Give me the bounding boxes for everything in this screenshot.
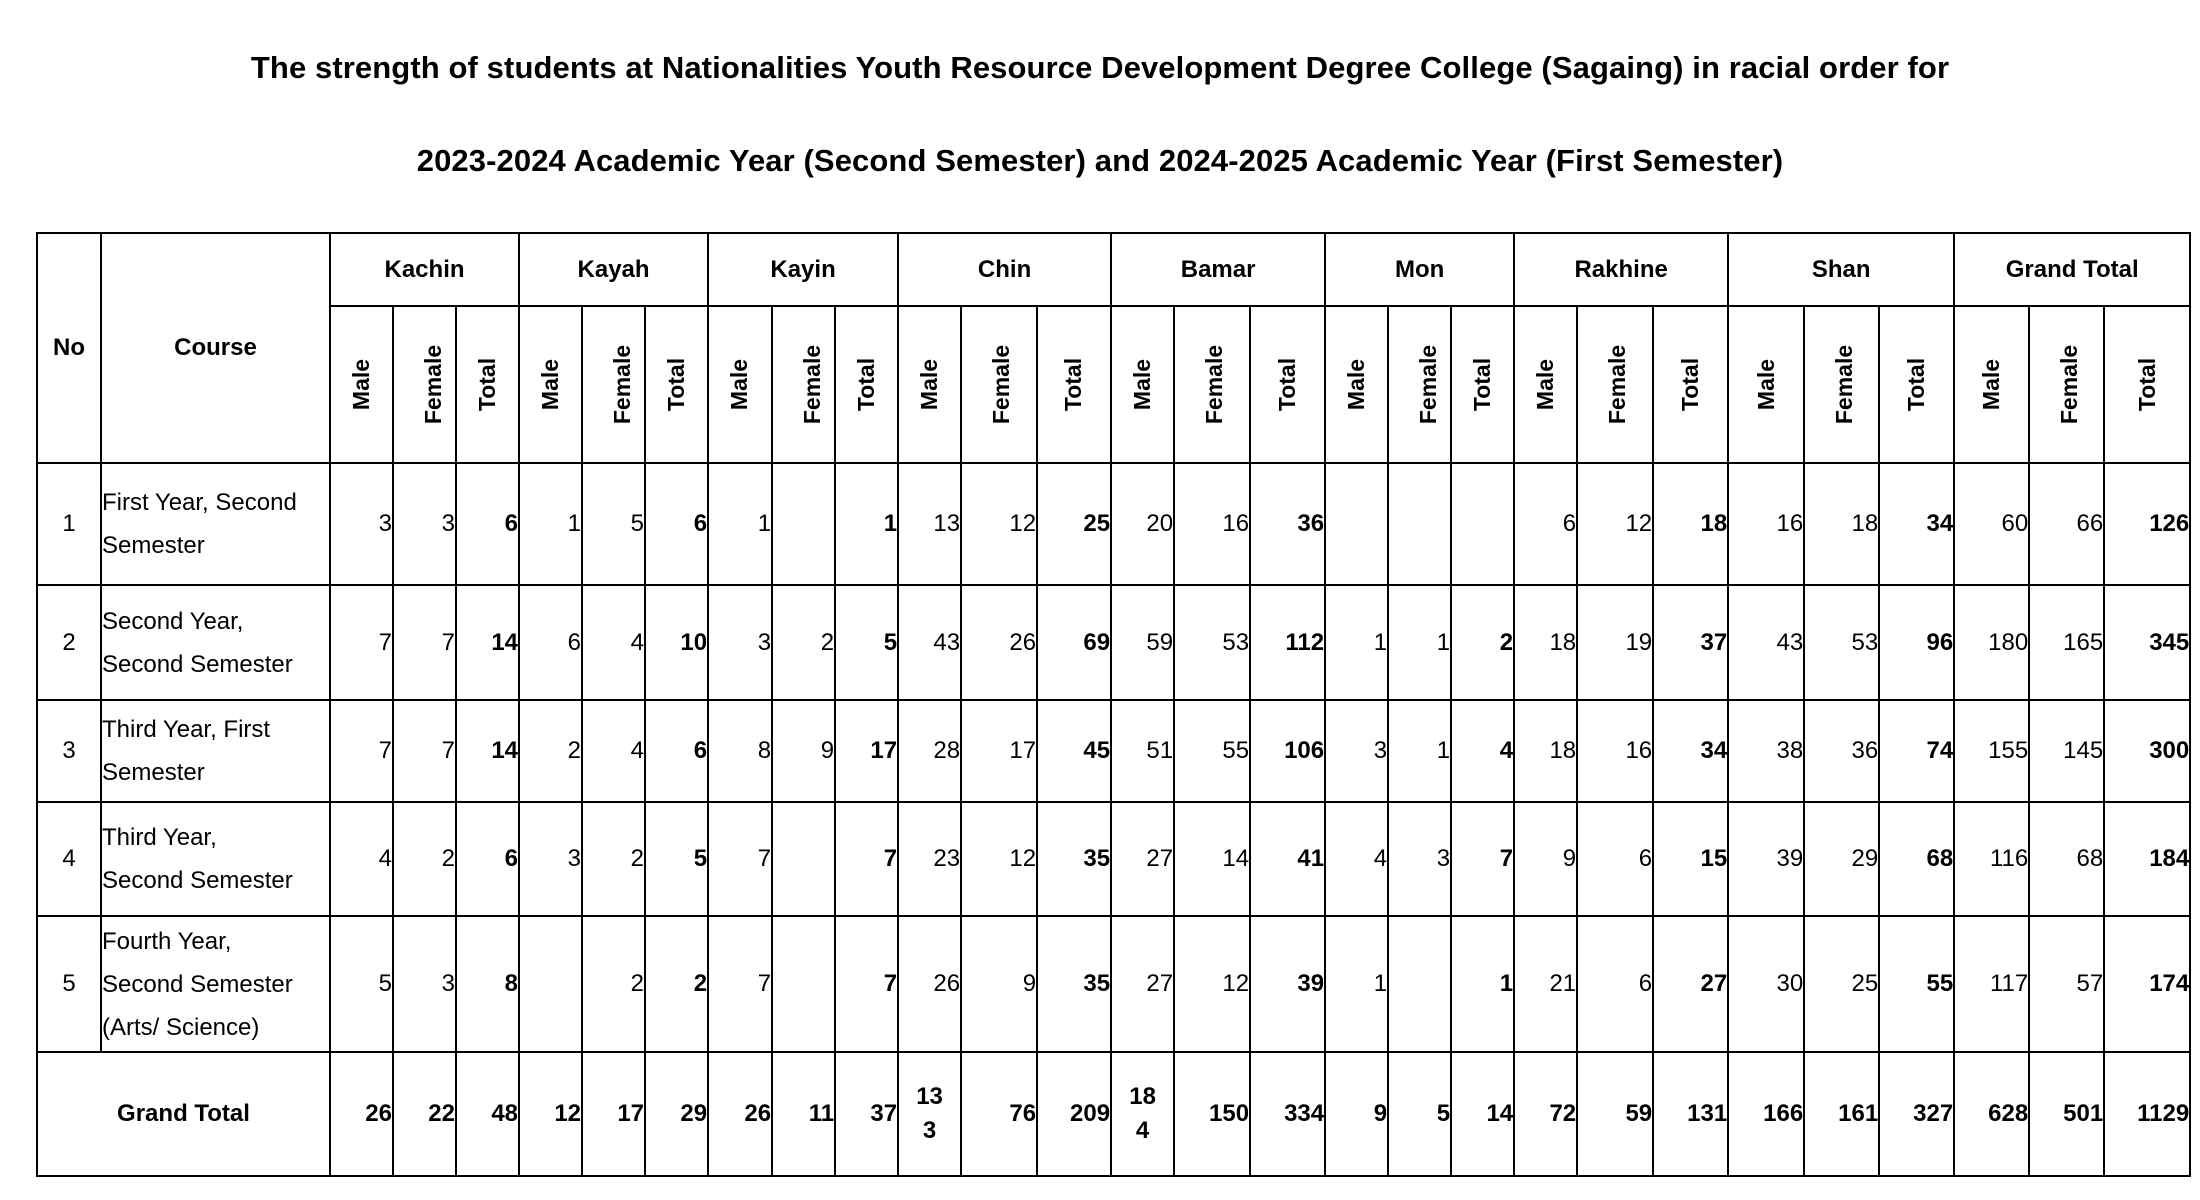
table-cell: 14 xyxy=(1451,1052,1514,1176)
table-cell: 3 xyxy=(708,585,772,700)
header-sub-label: Total xyxy=(1274,357,1301,411)
header-group-grand-total: Grand Total xyxy=(1954,233,2190,306)
header-sub-label: Female xyxy=(1831,344,1858,424)
table-cell: 17 xyxy=(582,1052,645,1176)
table-cell: 35 xyxy=(1037,802,1111,916)
table-cell: 2 xyxy=(582,916,645,1052)
table-cell xyxy=(1325,463,1388,585)
table-cell: 4 xyxy=(1325,802,1388,916)
header-shan-male xyxy=(1728,306,1804,463)
table-cell: 26 xyxy=(961,585,1037,700)
table-cell: 5 xyxy=(582,463,645,585)
table-cell xyxy=(772,802,835,916)
table-cell: 9 xyxy=(961,916,1037,1052)
table-cell: 161 xyxy=(1804,1052,1879,1176)
table-cell: 6 xyxy=(645,700,708,802)
header-group-bamar: Bamar xyxy=(1111,233,1325,306)
table-row xyxy=(37,700,2190,802)
header-sub-label: Female xyxy=(799,344,826,424)
header-sub-label: Female xyxy=(1604,344,1631,424)
table-cell: 7 xyxy=(835,802,898,916)
table-cell: 74 xyxy=(1879,700,1954,802)
header-kachin-male xyxy=(330,306,393,463)
table-cell: 53 xyxy=(1804,585,1879,700)
cell-part: 4 xyxy=(1135,1117,1150,1144)
table-cell xyxy=(772,463,835,585)
table-cell: 66 xyxy=(2029,463,2104,585)
table-cell: 14 xyxy=(456,585,519,700)
header-sub-label: Total xyxy=(1677,357,1704,411)
table-cell: 9 xyxy=(1325,1052,1388,1176)
table-cell: 2 xyxy=(582,802,645,916)
table-cell: 9 xyxy=(1514,802,1577,916)
table-cell: 3 xyxy=(393,463,456,585)
table-cell: 6 xyxy=(456,463,519,585)
table-cell: 1129 xyxy=(2104,1052,2190,1176)
table-cell: 10 xyxy=(645,585,708,700)
table-cell: 1 xyxy=(1451,916,1514,1052)
page-title: The strength of students at Nationalities Youth Resource Development Degree College (Sagaing) in racial order for xyxy=(250,50,1950,85)
row-number: 2 xyxy=(37,585,101,700)
header-sub-label: Total xyxy=(853,357,880,411)
header-sub-label: Male xyxy=(537,358,564,410)
table-row xyxy=(37,802,2190,916)
cell-part: 3 xyxy=(922,1117,937,1144)
header-row-subcolumns xyxy=(37,306,2190,463)
header-kayah-female xyxy=(582,306,645,463)
header-sub-label: Total xyxy=(663,357,690,411)
table-cell: 12 xyxy=(519,1052,582,1176)
table-cell: 27 xyxy=(1111,802,1174,916)
table-cell: 36 xyxy=(1250,463,1325,585)
header-sub-label: Male xyxy=(347,358,374,410)
course-line: Second Semester xyxy=(102,970,293,998)
table-cell: 34 xyxy=(1879,463,1954,585)
header-no: No xyxy=(37,233,101,463)
table-cell: 45 xyxy=(1037,700,1111,802)
header-kayin-total xyxy=(835,306,898,463)
table-cell: 14 xyxy=(456,700,519,802)
header-kachin-female xyxy=(393,306,456,463)
header-bamar-male xyxy=(1111,306,1174,463)
table-cell xyxy=(1111,1052,1174,1176)
table-cell: 7 xyxy=(835,916,898,1052)
table-cell: 48 xyxy=(456,1052,519,1176)
table-cell: 117 xyxy=(1954,916,2029,1052)
table-cell: 51 xyxy=(1111,700,1174,802)
table-cell: 7 xyxy=(393,585,456,700)
table-cell: 96 xyxy=(1879,585,1954,700)
header-chin-male xyxy=(898,306,961,463)
table-cell: 165 xyxy=(2029,585,2104,700)
header-grand-total-male xyxy=(1954,306,2029,463)
table-cell: 131 xyxy=(1653,1052,1728,1176)
table-cell: 1 xyxy=(708,463,772,585)
table-cell: 327 xyxy=(1879,1052,1954,1176)
table-cell: 184 xyxy=(2104,802,2190,916)
header-shan-total xyxy=(1879,306,1954,463)
table-cell: 16 xyxy=(1577,700,1653,802)
header-mon-male xyxy=(1325,306,1388,463)
table-cell: 5 xyxy=(1388,1052,1451,1176)
header-bamar-female xyxy=(1174,306,1250,463)
header-bamar-total xyxy=(1250,306,1325,463)
table-cell: 209 xyxy=(1037,1052,1111,1176)
table-cell: 34 xyxy=(1653,700,1728,802)
course-line: First Year, Second xyxy=(102,489,297,516)
table-cell: 29 xyxy=(645,1052,708,1176)
table-cell: 28 xyxy=(898,700,961,802)
header-rakhine-total xyxy=(1653,306,1728,463)
table-cell: 22 xyxy=(393,1052,456,1176)
row-number: 1 xyxy=(37,463,101,585)
table-cell: 17 xyxy=(835,700,898,802)
table-cell: 150 xyxy=(1174,1052,1250,1176)
table-cell: 7 xyxy=(708,916,772,1052)
header-sub-label: Total xyxy=(2133,357,2160,411)
table-cell: 12 xyxy=(961,802,1037,916)
table-cell xyxy=(519,916,582,1052)
table-cell: 11 xyxy=(772,1052,835,1176)
table-cell: 2 xyxy=(393,802,456,916)
header-sub-label: Female xyxy=(1201,344,1228,424)
table-cell: 21 xyxy=(1514,916,1577,1052)
table-cell: 18 xyxy=(1514,700,1577,802)
table-cell: 1 xyxy=(1388,700,1451,802)
table-cell: 43 xyxy=(898,585,961,700)
course-line: Third Year, First xyxy=(102,716,271,743)
header-chin-female xyxy=(961,306,1037,463)
header-kachin-total xyxy=(456,306,519,463)
table-cell: 7 xyxy=(1451,802,1514,916)
page-subtitle: 2023-2024 Academic Year (Second Semester) and 2024-2025 Academic Year (First Semester) xyxy=(416,143,1784,178)
table-cell: 25 xyxy=(1804,916,1879,1052)
table-cell: 6 xyxy=(1514,463,1577,585)
header-rakhine-female xyxy=(1577,306,1653,463)
table-cell: 60 xyxy=(1954,463,2029,585)
header-chin-total xyxy=(1037,306,1111,463)
header-sub-label: Female xyxy=(420,344,447,424)
header-sub-label: Female xyxy=(1415,344,1442,424)
table-cell: 59 xyxy=(1111,585,1174,700)
table-cell: 2 xyxy=(772,585,835,700)
cell-part: 18 xyxy=(1129,1083,1156,1110)
row-number: 5 xyxy=(37,916,101,1052)
table-cell: 19 xyxy=(1577,585,1653,700)
table-cell: 1 xyxy=(519,463,582,585)
table-cell: 8 xyxy=(708,700,772,802)
table-row xyxy=(37,916,2190,1052)
header-kayah-total xyxy=(645,306,708,463)
table-cell: 37 xyxy=(835,1052,898,1176)
header-kayin-male xyxy=(708,306,772,463)
table-cell: 1 xyxy=(1388,585,1451,700)
header-group-shan: Shan xyxy=(1728,233,1954,306)
table-cell: 7 xyxy=(708,802,772,916)
row-number: 3 xyxy=(37,700,101,802)
header-sub-label: Male xyxy=(1752,358,1779,410)
table-cell: 5 xyxy=(645,802,708,916)
header-group-kayin: Kayin xyxy=(708,233,898,306)
table-cell: 38 xyxy=(1728,700,1804,802)
header-grand-total-total xyxy=(2104,306,2190,463)
table-cell xyxy=(772,916,835,1052)
table-cell xyxy=(1388,463,1451,585)
header-grand-total-female xyxy=(2029,306,2104,463)
table-cell: 3 xyxy=(1325,700,1388,802)
table-cell: 26 xyxy=(330,1052,393,1176)
table-cell: 6 xyxy=(1577,802,1653,916)
table-row xyxy=(37,585,2190,700)
table-cell: 37 xyxy=(1653,585,1728,700)
course-cell xyxy=(101,463,330,585)
table-cell: 3 xyxy=(519,802,582,916)
course-cell xyxy=(101,585,330,700)
grand-total-label: Grand Total xyxy=(37,1052,330,1176)
table-cell: 3 xyxy=(1388,802,1451,916)
header-sub-label: Male xyxy=(1978,358,2005,410)
table-cell: 30 xyxy=(1728,916,1804,1052)
table-cell: 2 xyxy=(645,916,708,1052)
table-cell xyxy=(898,1052,961,1176)
table-cell: 6 xyxy=(519,585,582,700)
row-number: 4 xyxy=(37,802,101,916)
header-kayah-male xyxy=(519,306,582,463)
table-cell: 2 xyxy=(519,700,582,802)
header-sub-label: Total xyxy=(1060,357,1087,411)
table-cell: 18 xyxy=(1514,585,1577,700)
table-cell: 43 xyxy=(1728,585,1804,700)
table-cell: 76 xyxy=(961,1052,1037,1176)
course-line: (Arts/ Science) xyxy=(102,1013,260,1041)
table-cell: 29 xyxy=(1804,802,1879,916)
table-cell: 166 xyxy=(1728,1052,1804,1176)
header-kayin-female xyxy=(772,306,835,463)
table-cell: 12 xyxy=(961,463,1037,585)
table-cell: 7 xyxy=(393,700,456,802)
header-row-groups xyxy=(37,233,2190,306)
student-strength-table xyxy=(36,232,2191,1177)
table-cell: 68 xyxy=(2029,802,2104,916)
course-line: Semester xyxy=(102,532,205,559)
table-cell: 1 xyxy=(835,463,898,585)
header-rakhine-male xyxy=(1514,306,1577,463)
table-cell: 35 xyxy=(1037,916,1111,1052)
table-cell: 4 xyxy=(582,700,645,802)
header-sub-label: Female xyxy=(988,344,1015,424)
table-cell: 345 xyxy=(2104,585,2190,700)
table-cell: 180 xyxy=(1954,585,2029,700)
table-cell: 72 xyxy=(1514,1052,1577,1176)
table-cell: 25 xyxy=(1037,463,1111,585)
header-sub-label: Female xyxy=(2056,344,2083,424)
table-cell: 628 xyxy=(1954,1052,2029,1176)
table-cell: 7 xyxy=(330,700,393,802)
table-cell: 12 xyxy=(1174,916,1250,1052)
table-cell: 27 xyxy=(1111,916,1174,1052)
table-cell: 3 xyxy=(393,916,456,1052)
table-cell: 27 xyxy=(1653,916,1728,1052)
course-cell xyxy=(101,700,330,802)
table-cell: 8 xyxy=(456,916,519,1052)
table-cell: 16 xyxy=(1728,463,1804,585)
table-row xyxy=(37,463,2190,585)
table-cell: 6 xyxy=(1577,916,1653,1052)
header-group-mon: Mon xyxy=(1325,233,1514,306)
table-cell: 5 xyxy=(835,585,898,700)
header-shan-female xyxy=(1804,306,1879,463)
grand-total-row xyxy=(37,1052,2190,1176)
header-course: Course xyxy=(101,233,330,463)
table-cell: 116 xyxy=(1954,802,2029,916)
course-line: Second Year, xyxy=(102,607,244,635)
table-cell: 106 xyxy=(1250,700,1325,802)
header-sub-label: Male xyxy=(916,358,943,410)
table-cell: 41 xyxy=(1250,802,1325,916)
table-cell: 6 xyxy=(456,802,519,916)
table-cell: 53 xyxy=(1174,585,1250,700)
table-cell: 145 xyxy=(2029,700,2104,802)
header-sub-label: Total xyxy=(1469,357,1496,411)
header-group-rakhine: Rakhine xyxy=(1514,233,1728,306)
table-cell: 300 xyxy=(2104,700,2190,802)
table-cell: 4 xyxy=(1451,700,1514,802)
header-sub-label: Total xyxy=(474,357,501,411)
header-sub-label: Female xyxy=(609,344,636,424)
table-cell: 20 xyxy=(1111,463,1174,585)
table-cell: 1 xyxy=(1325,585,1388,700)
table-cell: 39 xyxy=(1250,916,1325,1052)
table-cell: 17 xyxy=(961,700,1037,802)
table-cell: 126 xyxy=(2104,463,2190,585)
table-cell: 14 xyxy=(1174,802,1250,916)
header-group-kayah: Kayah xyxy=(519,233,708,306)
course-line: Third Year, xyxy=(102,824,217,851)
table-cell: 6 xyxy=(645,463,708,585)
table-cell: 26 xyxy=(708,1052,772,1176)
table-cell: 4 xyxy=(330,802,393,916)
table-cell: 69 xyxy=(1037,585,1111,700)
table-cell: 59 xyxy=(1577,1052,1653,1176)
header-sub-label: Male xyxy=(1532,358,1559,410)
table-cell: 7 xyxy=(330,585,393,700)
course-line: Second Semester xyxy=(102,650,293,678)
table-cell: 3 xyxy=(330,463,393,585)
header-group-kachin: Kachin xyxy=(330,233,519,306)
table-cell: 68 xyxy=(1879,802,1954,916)
cell-part: 13 xyxy=(916,1083,943,1110)
table-cell: 501 xyxy=(2029,1052,2104,1176)
header-sub-label: Male xyxy=(1129,358,1156,410)
table-cell: 16 xyxy=(1174,463,1250,585)
header-sub-label: Total xyxy=(1903,357,1930,411)
table-cell: 23 xyxy=(898,802,961,916)
header-group-chin: Chin xyxy=(898,233,1111,306)
table-cell: 4 xyxy=(582,585,645,700)
table-cell: 55 xyxy=(1174,700,1250,802)
header-mon-female xyxy=(1388,306,1451,463)
course-line: Semester xyxy=(102,759,205,786)
table-cell: 9 xyxy=(772,700,835,802)
course-line: Second Semester xyxy=(102,867,293,894)
table-cell: 55 xyxy=(1879,916,1954,1052)
header-mon-total xyxy=(1451,306,1514,463)
header-sub-label: Male xyxy=(726,358,753,410)
course-cell xyxy=(101,802,330,916)
table-cell: 155 xyxy=(1954,700,2029,802)
table-cell xyxy=(1388,916,1451,1052)
table-cell: 15 xyxy=(1653,802,1728,916)
table-cell: 174 xyxy=(2104,916,2190,1052)
table-cell: 2 xyxy=(1451,585,1514,700)
table-cell: 57 xyxy=(2029,916,2104,1052)
table-cell: 1 xyxy=(1325,916,1388,1052)
table-cell: 13 xyxy=(898,463,961,585)
table-cell: 112 xyxy=(1250,585,1325,700)
table-cell xyxy=(1451,463,1514,585)
header-sub-label: Male xyxy=(1343,358,1370,410)
table-cell: 26 xyxy=(898,916,961,1052)
course-line: Fourth Year, xyxy=(102,927,232,955)
table-cell: 39 xyxy=(1728,802,1804,916)
table-cell: 12 xyxy=(1577,463,1653,585)
course-cell xyxy=(101,916,330,1052)
table-cell: 18 xyxy=(1804,463,1879,585)
table-cell: 334 xyxy=(1250,1052,1325,1176)
table-cell: 36 xyxy=(1804,700,1879,802)
table-cell: 18 xyxy=(1653,463,1728,585)
table-cell: 5 xyxy=(330,916,393,1052)
